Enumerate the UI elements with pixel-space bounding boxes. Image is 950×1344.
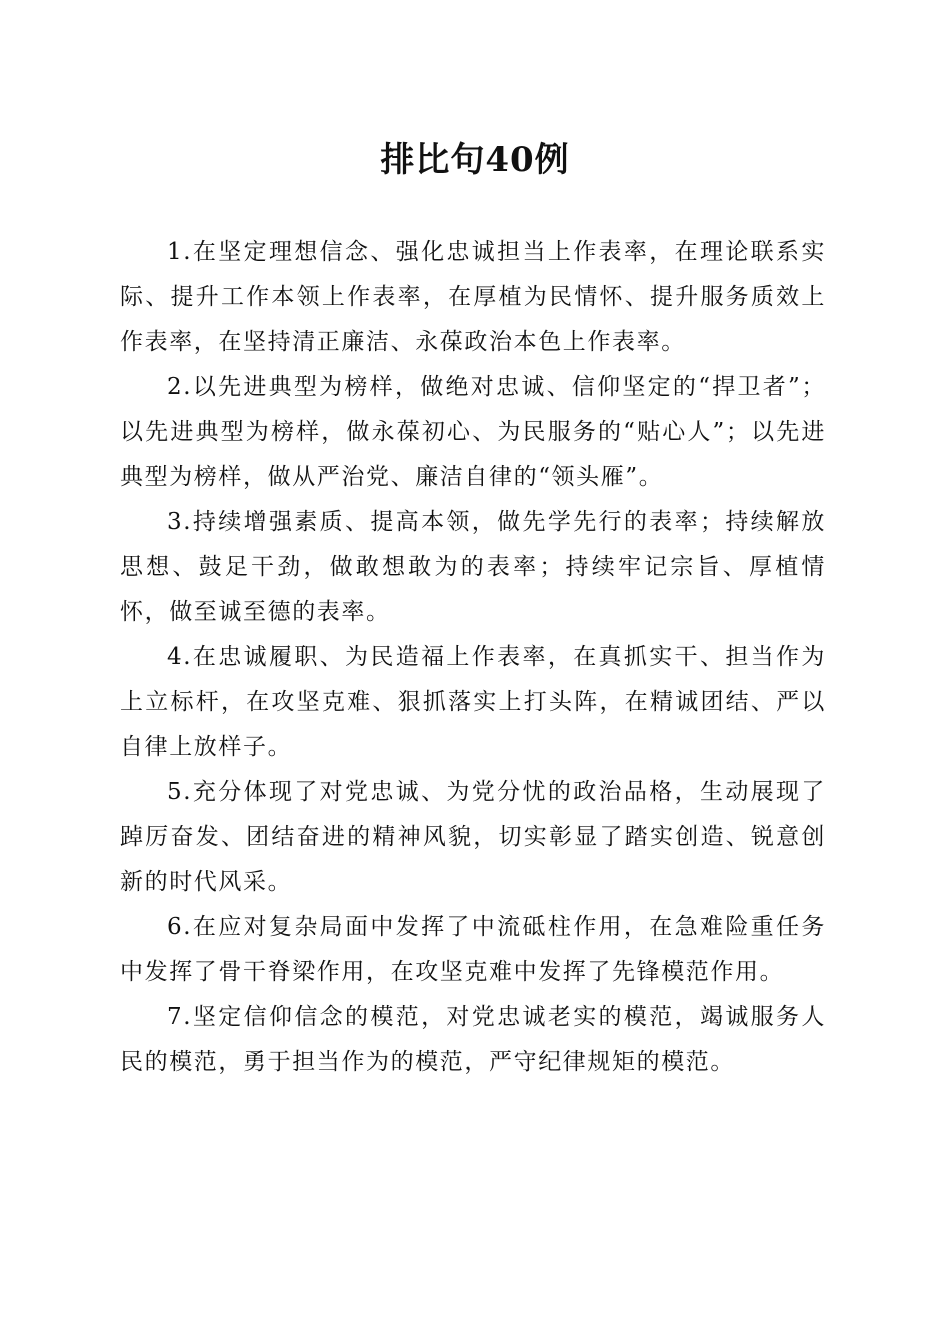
document-body: [120, 230, 826, 1085]
paragraph-2: 2.以先进典型为榜样，做绝对忠诚、信仰坚定的“捍卫者”；以先进典型为榜样，做永葆初心、为民服务的“贴心人”；以先进典型为榜样，做从严治党、廉洁自律的“领头雁”。: [120, 374, 826, 490]
paragraph-4: 4.在忠诚履职、为民造福上作表率，在真抓实干、担当作为上立标杆，在攻坚克难、狠抓落实上打头阵，在精诚团结、严以自律上放样子。: [120, 644, 826, 760]
paragraph-7: 7.坚定信仰信念的模范，对党忠诚老实的模范，竭诚服务人民的模范，勇于担当作为的模范，严守纪律规矩的模范。: [120, 1004, 826, 1075]
paragraph-5: 5.充分体现了对党忠诚、为党分忧的政治品格，生动展现了踔厉奋发、团结奋进的精神风貌，切实彰显了踏实创造、锐意创新的时代风采。: [120, 779, 826, 895]
document-title: 排比句40例: [380, 140, 570, 180]
paragraph-6: 6.在应对复杂局面中发挥了中流砥柱作用，在急难险重任务中发挥了骨干脊梁作用，在攻坚克难中发挥了先锋模范作用。: [120, 914, 826, 985]
paragraph-1: 1.在坚定理想信念、强化忠诚担当上作表率，在理论联系实际、提升工作本领上作表率，在厚植为民情怀、提升服务质效上作表率，在坚持清正廉洁、永葆政治本色上作表率。: [120, 239, 826, 355]
paragraph-3: 3.持续增强素质、提高本领，做先学先行的表率；持续解放思想、鼓足干劲，做敢想敢为的表率；持续牢记宗旨、厚植情怀，做至诚至德的表率。: [120, 509, 826, 625]
